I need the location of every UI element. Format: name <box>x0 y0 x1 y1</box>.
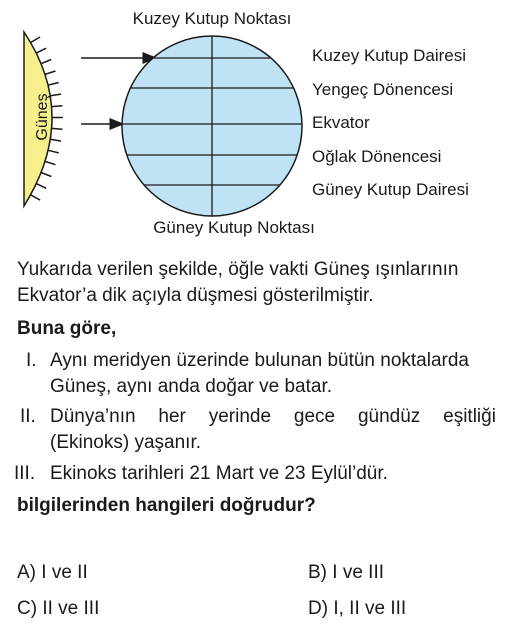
option-a-letter: A) <box>17 562 36 583</box>
option-a[interactable] <box>17 561 88 585</box>
sun-ray-tick <box>50 94 61 96</box>
option-c-text: II ve III <box>42 598 100 619</box>
statement-2-word: yerinde <box>208 406 272 427</box>
statement-2-word: gece <box>293 406 336 427</box>
sun-ray-tick <box>41 173 51 177</box>
sun-ray-tick <box>36 184 46 189</box>
option-c[interactable] <box>17 597 99 621</box>
sun-ray-tick <box>31 195 41 200</box>
question-intro-line-1: Yukarıda verilen şekilde, öğle vakti Güneş ışınlarının <box>17 259 459 280</box>
tropic-of-capricorn-label: Oğlak Dönencesi <box>312 147 442 166</box>
sun-ray-tick <box>36 48 46 53</box>
sun-ray-tick <box>31 37 40 43</box>
globe <box>110 30 320 222</box>
statement-3-line-1: Ekinoks tarihleri 21 Mart ve 23 Eylül’dür. <box>50 463 388 484</box>
tropic-of-cancer-label: Yengeç Dönencesi <box>312 80 454 99</box>
statement-1-line-1: Aynı meridyen üzerinde bulunan bütün noktalarda <box>50 350 469 371</box>
option-a-text: I ve II <box>41 562 88 583</box>
option-b-text: I ve III <box>332 562 385 583</box>
sun-ray-tick <box>48 83 59 86</box>
statement-2-line-1 <box>50 405 496 429</box>
statement-2-numeral: II. <box>20 406 36 427</box>
statement-2-line-2: (Ekinoks) yaşanır. <box>50 432 201 453</box>
sun-ray-tick <box>41 60 51 64</box>
statement-2-word: gündüz <box>357 406 421 427</box>
statement-2-word: her <box>158 406 186 427</box>
north-pole-label: Kuzey Kutup Noktası <box>132 9 292 28</box>
sun-ray-tick <box>50 139 61 141</box>
option-d-text: I, II ve III <box>333 598 407 619</box>
question-closing: bilgilerinden hangileri doğrudur? <box>17 495 316 516</box>
sun-ray-tick <box>52 106 63 107</box>
sun-ray-tick <box>52 128 63 129</box>
statement-2-word: eşitliği <box>443 406 496 427</box>
statement-2-word: Dünya’nın <box>50 406 136 427</box>
south-pole-label: Güney Kutup Noktası <box>153 218 315 237</box>
statement-1-numeral: I. <box>26 350 37 371</box>
option-c-letter: C) <box>17 598 38 619</box>
equator-label: Ekvator <box>312 113 370 132</box>
question-intro-line-2: Ekvator’a dik açıyla düşmesi gösterilmiştir. <box>17 285 374 306</box>
sun-label: Güneş <box>34 93 51 141</box>
option-d[interactable] <box>308 597 406 621</box>
sun-ray-tick <box>45 161 56 164</box>
question-prompt: Buna göre, <box>17 318 117 339</box>
sun-ray-tick <box>48 150 59 153</box>
statement-3-numeral: III. <box>14 463 36 484</box>
option-d-letter: D) <box>308 598 329 619</box>
statement-1-line-2: Güneş, aynı anda doğar ve batar. <box>50 376 333 397</box>
antarctic-circle-label: Güney Kutup Dairesi <box>312 180 469 199</box>
option-b[interactable] <box>308 561 384 585</box>
arctic-circle-label: Kuzey Kutup Dairesi <box>312 46 467 65</box>
sun-ray-tick <box>45 71 56 74</box>
option-b-letter: B) <box>308 562 327 583</box>
globe-figure <box>0 0 513 250</box>
